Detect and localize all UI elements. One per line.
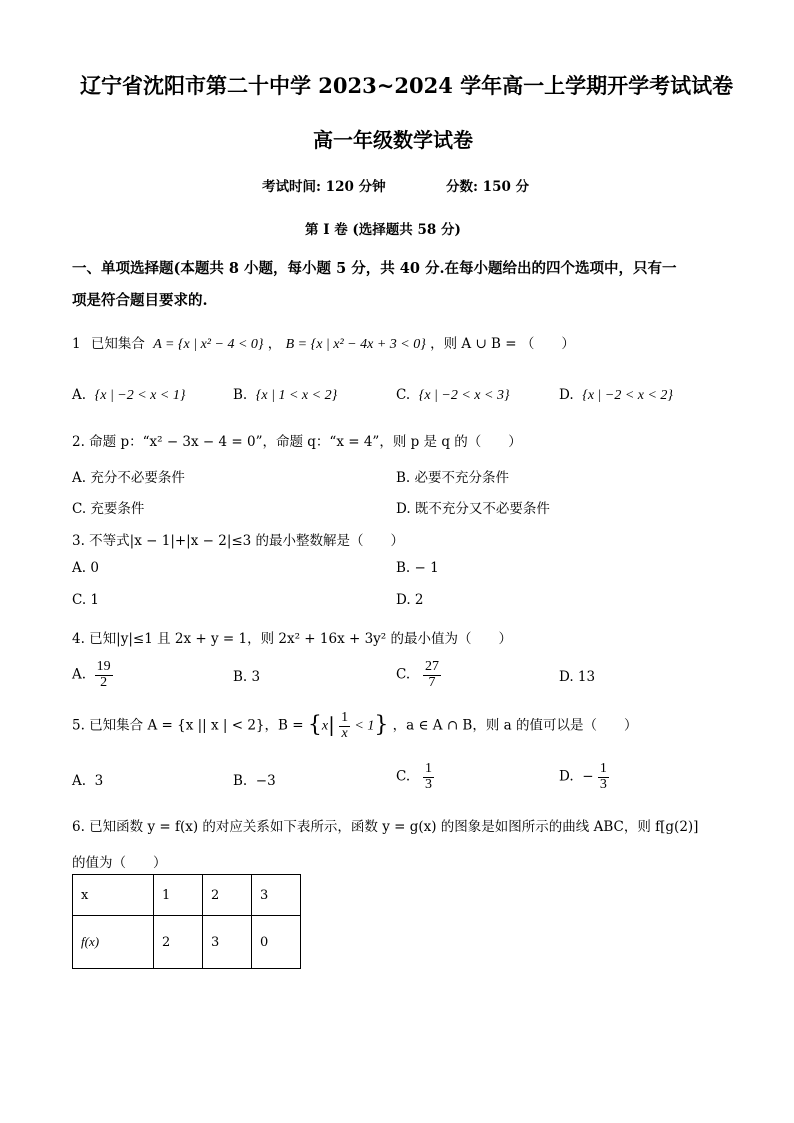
q5-option-c: C. $\frac{1}{3}$ xyxy=(396,761,433,792)
q3-option-d: D. 2 xyxy=(396,592,424,608)
q1-option-d-text: {x | −2 < x < 2} xyxy=(582,388,674,403)
q1-option-d: D. {x | −2 < x < 2} xyxy=(559,387,674,403)
q2-option-d: D. 既不充分又不必要条件 xyxy=(396,501,550,517)
fraction-denominator: 3 xyxy=(599,776,607,792)
table-cell: 3 xyxy=(252,875,301,916)
question-1-suffix: ，则 A ∪ B = （ ） xyxy=(430,336,575,352)
q1-option-c: C. {x | −2 < x < 3} xyxy=(396,387,510,403)
fraction-numerator: 27 xyxy=(425,659,440,674)
question-3: 3. 不等式|x − 1|+|x − 2|≤3 的最小整数解是（ ） xyxy=(72,533,405,549)
q5-option-d-fraction xyxy=(598,762,609,792)
q4-option-a-fraction xyxy=(95,660,113,690)
q2-option-c: C. 充要条件 xyxy=(72,501,145,517)
fraction-numerator: 1 xyxy=(425,761,433,776)
table-row xyxy=(73,916,301,969)
q4-option-c-fraction xyxy=(423,660,441,690)
set-b-expression: B = {x | x² − 4x + 3 < 0} xyxy=(285,337,426,352)
q2-option-b: B. 必要不充分条件 xyxy=(396,470,510,486)
q4-option-b: B. 3 xyxy=(233,669,261,685)
table-cell: 0 xyxy=(252,916,301,969)
exam-title: 辽宁省沈阳市第二十中学 2023~2024 学年高一上学期开学考试试卷 xyxy=(80,73,734,98)
exam-score: 分数: 150 分 xyxy=(446,179,530,195)
q5-option-d: D. − $\frac{1}{3}$ xyxy=(559,761,607,792)
q1-option-b-text: {x | 1 < x < 2} xyxy=(255,388,338,403)
q1-option-a-text: {x | −2 < x < 1} xyxy=(94,388,186,403)
fraction-denominator: 7 xyxy=(428,674,436,690)
q4-option-a: A. $\frac{19}{2}$ xyxy=(72,659,111,690)
fraction-numerator: 1 xyxy=(599,761,607,776)
q5-option-b: B. −3 xyxy=(233,773,276,789)
q5-option-a: A. 3 xyxy=(72,773,104,789)
table-cell: 2 xyxy=(203,875,252,916)
table-cell: 1 xyxy=(154,875,203,916)
table-row xyxy=(73,875,301,916)
question-1-prefix: 已知集合 xyxy=(90,336,145,352)
fraction-numerator: 1 xyxy=(341,710,349,725)
q1-option-a: A. {x | −2 < x < 1} xyxy=(72,387,186,403)
question-1-number: 1 xyxy=(72,336,81,352)
volume-title: 第 I 卷 (选择题共 58 分) xyxy=(305,222,461,238)
fraction-denominator: 3 xyxy=(425,776,433,792)
fraction-numerator: 19 xyxy=(96,659,111,674)
question-5-prefix: 5. 已知集合 A = {x || x | < 2}，B = xyxy=(72,717,304,734)
question-1: 1 已知集合 A = {x | x² − 4 < 0} ， B = {x | x² − 4x + 3 < 0} ，则 A ∪ B = （ ） xyxy=(72,336,575,352)
fraction-denominator: 2 xyxy=(100,674,108,690)
q4-option-c: C. $\frac{27}{7}$ xyxy=(396,659,440,690)
exam-subtitle: 高一年级数学试卷 xyxy=(313,128,473,152)
table-cell: 3 xyxy=(203,916,252,969)
table-cell: x xyxy=(73,875,154,916)
question-4: 4. 已知|y|≤1 且 2x + y = 1，则 2x² + 16x + 3y² 的最小值为（ ） xyxy=(72,631,512,647)
table-cell: f(x) xyxy=(73,916,154,969)
q2-option-a: A. 充分不必要条件 xyxy=(72,470,185,486)
question-6-line2: 的值为（ ） xyxy=(72,855,167,871)
section-instructions-line1: 一、单项选择题(本题共 8 小题，每小题 5 分，共 40 分.在每小题给出的四个选项中，只有一 xyxy=(72,260,677,277)
exam-time: 考试时间: 120 分钟 xyxy=(262,179,386,195)
table-cell: 2 xyxy=(154,916,203,969)
function-table xyxy=(72,874,301,969)
q1-option-b: B. {x | 1 < x < 2} xyxy=(233,387,338,403)
q3-option-c: C. 1 xyxy=(72,592,100,608)
set-a-expression: A = {x | x² − 4 < 0} xyxy=(153,337,264,352)
q3-option-b: B. − 1 xyxy=(396,560,439,576)
q4-option-d: D. 13 xyxy=(559,669,596,685)
question-5: 5. 已知集合 A = {x || x | < 2}，B = {x| $\frac{1}{x}$ < 1} ，a ∈ A ∩ B，则 a 的值可以是（ ） xyxy=(72,710,638,741)
q5-option-a-text: 3 xyxy=(94,773,104,789)
q5-option-c-fraction xyxy=(423,762,434,792)
section-instructions-line2: 项是符合题目要求的. xyxy=(72,292,208,309)
question-5-suffix: ，a ∈ A ∩ B，则 a 的值可以是（ ） xyxy=(392,717,638,734)
question-6-line1: 6. 已知函数 y = f(x) 的对应关系如下表所示，函数 y = g(x) 的图象是如图所示的曲线 ABC，则 f[g(2)] xyxy=(72,819,699,835)
q3-option-a: A. 0 xyxy=(72,560,99,576)
fraction-denominator: x xyxy=(341,725,348,741)
q5-set-b-fraction xyxy=(339,711,350,741)
q5-option-b-text: −3 xyxy=(255,773,276,789)
q1-option-c-text: {x | −2 < x < 3} xyxy=(418,388,510,403)
question-2: 2. 命题 p：“x² − 3x − 4 = 0”，命题 q：“x = 4”，则 p 是 q 的（ ） xyxy=(72,434,522,450)
